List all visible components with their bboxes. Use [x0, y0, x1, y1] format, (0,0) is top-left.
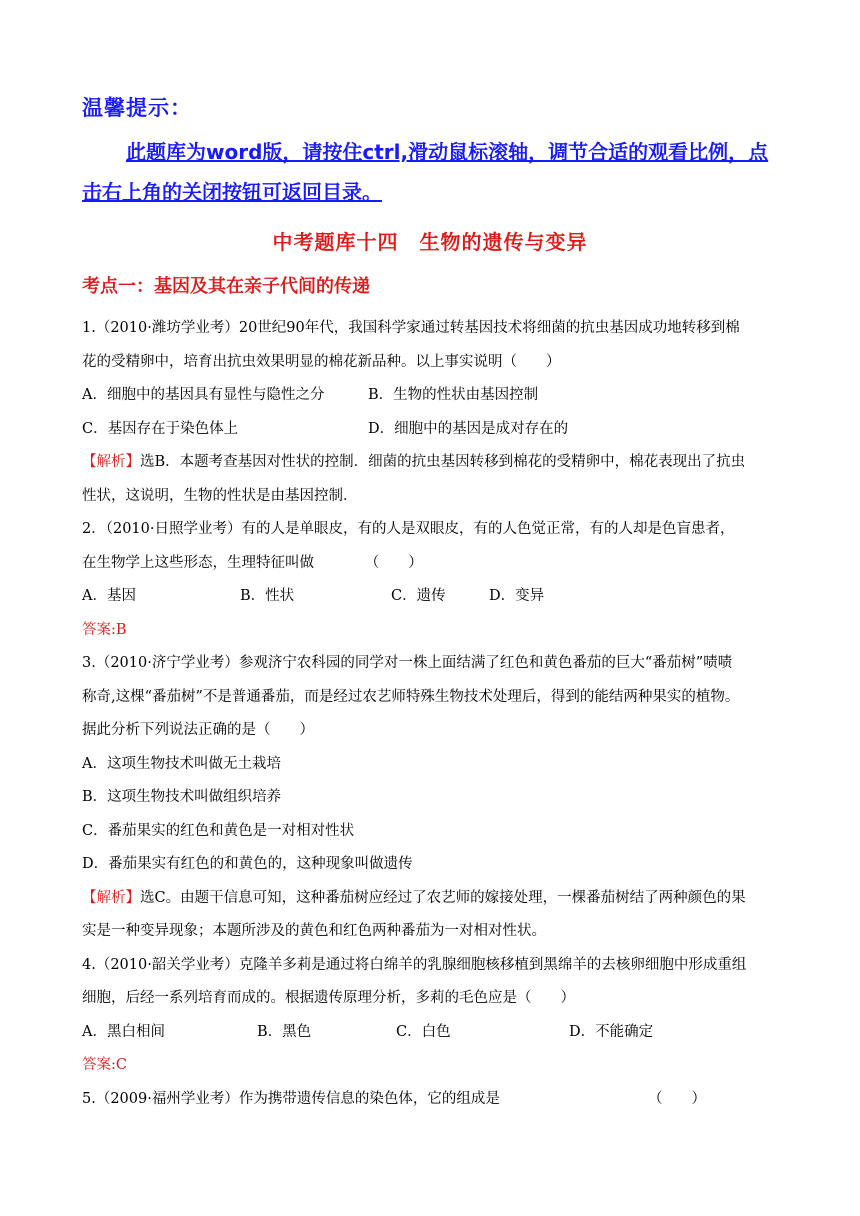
q3-analysis-line1 [82, 882, 782, 916]
q3-stem-line2: 称奇,这棵“番茄树”不是普通番茄，而是经过农艺师特殊生物技术处理后，得到的能结两种果实的植物。 [82, 688, 740, 705]
q1-analysis-line2: 性状，这说明，生物的性状是由基因控制． [82, 487, 358, 504]
q4-stem-line1: 4.（2010·韶关学业考）克隆羊多莉是通过将白绵羊的乳腺细胞核移植到黑绵羊的去核卵细胞中形成重组 [82, 956, 747, 973]
question-list [82, 312, 782, 1116]
q4-stem-line2: 细胞，后经一系列培育而成的。根据遗传原理分析，多莉的毛色应是（ ） [82, 990, 575, 1006]
q5-stem: 5.（2009·福州学业考）作为携带遗传信息的染色体，它的组成是 [82, 1090, 500, 1107]
q4-option-a: A．黑白相间 [82, 1023, 165, 1040]
q2-option-a: A．基因 [82, 588, 136, 604]
q4-option-c: C．白色 [396, 1023, 451, 1040]
q1-stem-line2: 花的受精卵中，培育出抗虫效果明显的棉花新品种。以上事实说明（ ） [82, 353, 561, 370]
q3-analysis-text: 选C。由题干信息可知，这种番茄树应经过了农艺师的嫁接处理，一棵番茄树结了两种颜色的果 [140, 889, 746, 906]
q3-stem-line3: 据此分析下列说法正确的是（ ） [82, 722, 314, 738]
q3-analysis-line2: 实是一种变异现象；本题所涉及的黄色和红色两种番茄为一对相对性状。 [82, 923, 546, 939]
q1-analysis-tag: 【解析】 [82, 454, 140, 470]
q5-stem-row [82, 1083, 782, 1117]
q2-answer: 答案:B [82, 621, 127, 638]
q3-option-b: B．这项生物技术叫做组织培养 [82, 789, 282, 805]
q1-analysis-line1 [82, 446, 782, 480]
q4-option-d: D．不能确定 [569, 1023, 654, 1040]
q3-option-d: D．番茄果实有红色的和黄色的，这种现象叫做遗传 [82, 856, 413, 872]
q1-option-d: D．细胞中的基因是成对存在的 [368, 420, 569, 437]
q1-option-a: A．细胞中的基因具有显性与隐性之分 [82, 387, 325, 403]
q3-option-a: A．这项生物技术叫做无土栽培 [82, 755, 281, 772]
q2-option-d: D．变异 [489, 588, 545, 604]
q1-stem-line1: 1.（2010·潍坊学业考）20世纪90年代，我国科学家通过转基因技术将细菌的抗虫基因成功地转移到棉 [82, 320, 740, 336]
q2-stem-line2: 在生物学上这些形态，生理特征叫做 （ ） [82, 554, 423, 571]
q5-answer-blank: （ ） [648, 1090, 706, 1107]
q2-stem-line1: 2．（2010·日照学业考）有的人是单眼皮，有的人是双眼皮，有的人色觉正常，有的人却是色盲患者， [82, 521, 735, 537]
q3-analysis-tag: 【解析】 [82, 889, 140, 906]
q2-option-b: B．性状 [240, 588, 295, 604]
q1-option-b: B．生物的性状由基因控制 [368, 387, 539, 403]
q1-analysis-text: 选B．本题考查基因对性状的控制．细菌的抗虫基因转移到棉花的受精卵中，棉花表现出了抗虫 [140, 454, 746, 470]
q1-options-row1 [82, 379, 782, 413]
q3-option-c: C．番茄果实的红色和黄色是一对相对性状 [82, 822, 355, 839]
q2-options-row [82, 580, 782, 614]
q1-options-row2 [82, 413, 782, 447]
q4-options-row [82, 1016, 782, 1050]
q2-option-c: C．遗传 [391, 588, 446, 604]
q4-option-b: B．黑色 [257, 1023, 312, 1040]
q3-stem-line1: 3.（2010·济宁学业考）参观济宁农科园的同学对一株上面结满了红色和黄色番茄的巨大“番茄树”啧啧 [82, 655, 733, 671]
q1-option-c: C．基因存在于染色体上 [82, 420, 239, 437]
page-title: 中考题库十四 生物的遗传与变异 [272, 230, 588, 254]
tip-body-link[interactable]: 此题库为word版，请按住ctrl,滑动鼠标滚轴，调节合适的观看比例，点击右上角的关闭按钮可返回目录。 [82, 140, 769, 204]
q4-answer: 答案:C [82, 1057, 127, 1073]
tip-title: 温馨提示： [82, 96, 192, 120]
section-title: 考点一：基因及其在亲子代间的传递 [82, 276, 370, 297]
